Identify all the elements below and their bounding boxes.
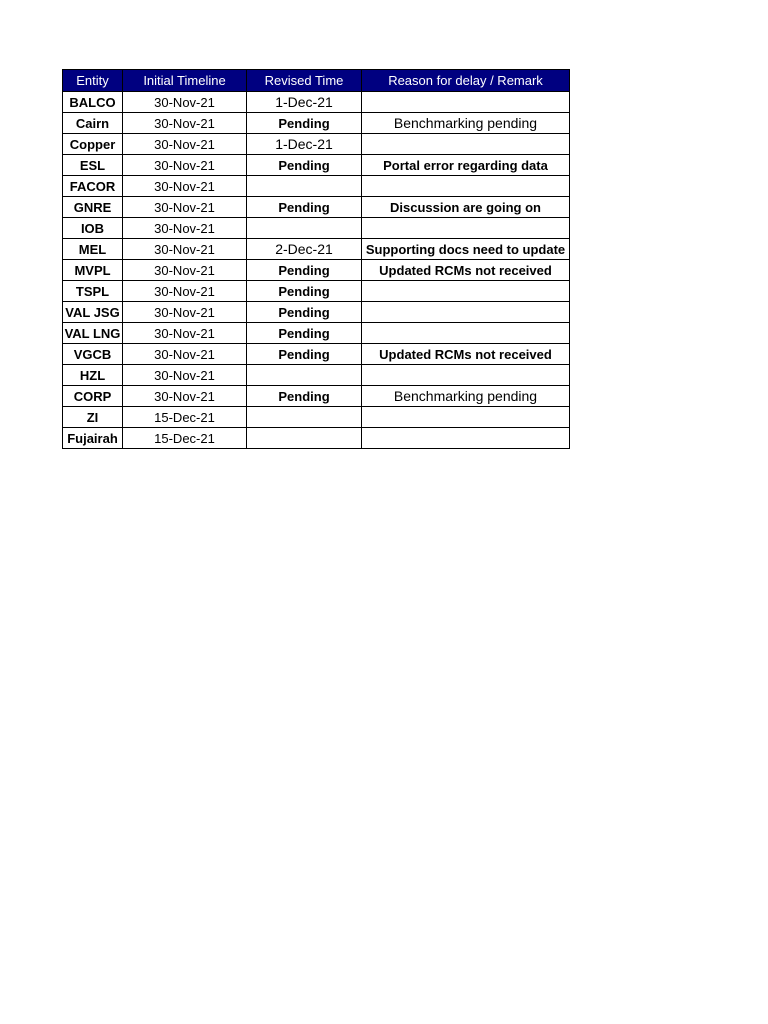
cell-remark bbox=[362, 176, 570, 197]
cell-remark: Supporting docs need to update bbox=[362, 239, 570, 260]
cell-entity: ESL bbox=[63, 155, 123, 176]
cell-remark bbox=[362, 281, 570, 302]
cell-initial-timeline: 30-Nov-21 bbox=[123, 113, 247, 134]
cell-initial-timeline: 30-Nov-21 bbox=[123, 323, 247, 344]
cell-remark bbox=[362, 302, 570, 323]
cell-entity: Fujairah bbox=[63, 428, 123, 449]
cell-entity: VGCB bbox=[63, 344, 123, 365]
cell-entity: VAL JSG bbox=[63, 302, 123, 323]
cell-entity: HZL bbox=[63, 365, 123, 386]
cell-revised-time: Pending bbox=[247, 281, 362, 302]
table-row bbox=[63, 260, 570, 281]
header-row bbox=[63, 70, 570, 92]
cell-initial-timeline: 30-Nov-21 bbox=[123, 260, 247, 281]
cell-initial-timeline: 15-Dec-21 bbox=[123, 407, 247, 428]
cell-revised-time: Pending bbox=[247, 260, 362, 281]
cell-entity: IOB bbox=[63, 218, 123, 239]
cell-remark: Discussion are going on bbox=[362, 197, 570, 218]
table-row bbox=[63, 407, 570, 428]
cell-initial-timeline: 30-Nov-21 bbox=[123, 218, 247, 239]
cell-entity: BALCO bbox=[63, 92, 123, 113]
cell-initial-timeline: 30-Nov-21 bbox=[123, 197, 247, 218]
cell-initial-timeline: 30-Nov-21 bbox=[123, 239, 247, 260]
cell-initial-timeline: 30-Nov-21 bbox=[123, 302, 247, 323]
table-row bbox=[63, 92, 570, 113]
table-row bbox=[63, 155, 570, 176]
table-row bbox=[63, 176, 570, 197]
cell-entity: FACOR bbox=[63, 176, 123, 197]
cell-entity: ZI bbox=[63, 407, 123, 428]
cell-remark bbox=[362, 218, 570, 239]
cell-remark bbox=[362, 365, 570, 386]
cell-remark: Benchmarking pending bbox=[362, 386, 570, 407]
header-initial-timeline: Initial Timeline bbox=[123, 70, 247, 92]
cell-remark: Updated RCMs not received bbox=[362, 260, 570, 281]
header-remark: Reason for delay / Remark bbox=[362, 70, 570, 92]
table-row bbox=[63, 113, 570, 134]
table-row bbox=[63, 239, 570, 260]
cell-revised-time: Pending bbox=[247, 386, 362, 407]
cell-remark: Portal error regarding data bbox=[362, 155, 570, 176]
cell-entity: TSPL bbox=[63, 281, 123, 302]
cell-entity: Cairn bbox=[63, 113, 123, 134]
cell-revised-time: 2-Dec-21 bbox=[247, 239, 362, 260]
cell-revised-time bbox=[247, 428, 362, 449]
cell-entity: GNRE bbox=[63, 197, 123, 218]
cell-remark bbox=[362, 92, 570, 113]
cell-revised-time bbox=[247, 365, 362, 386]
table-header bbox=[63, 70, 570, 92]
cell-revised-time bbox=[247, 407, 362, 428]
cell-revised-time bbox=[247, 176, 362, 197]
table-body bbox=[63, 92, 570, 449]
table-row bbox=[63, 302, 570, 323]
cell-revised-time: Pending bbox=[247, 323, 362, 344]
table-row bbox=[63, 428, 570, 449]
cell-initial-timeline: 15-Dec-21 bbox=[123, 428, 247, 449]
table-row bbox=[63, 323, 570, 344]
cell-entity: MEL bbox=[63, 239, 123, 260]
cell-initial-timeline: 30-Nov-21 bbox=[123, 134, 247, 155]
cell-initial-timeline: 30-Nov-21 bbox=[123, 155, 247, 176]
cell-revised-time: Pending bbox=[247, 344, 362, 365]
cell-initial-timeline: 30-Nov-21 bbox=[123, 386, 247, 407]
cell-remark bbox=[362, 323, 570, 344]
cell-initial-timeline: 30-Nov-21 bbox=[123, 92, 247, 113]
timeline-table bbox=[62, 69, 570, 449]
table-row bbox=[63, 344, 570, 365]
cell-entity: VAL LNG bbox=[63, 323, 123, 344]
cell-revised-time: 1-Dec-21 bbox=[247, 92, 362, 113]
table-row bbox=[63, 134, 570, 155]
cell-revised-time: Pending bbox=[247, 155, 362, 176]
cell-initial-timeline: 30-Nov-21 bbox=[123, 365, 247, 386]
cell-remark: Benchmarking pending bbox=[362, 113, 570, 134]
table-row bbox=[63, 218, 570, 239]
cell-remark bbox=[362, 428, 570, 449]
header-entity: Entity bbox=[63, 70, 123, 92]
cell-revised-time: 1-Dec-21 bbox=[247, 134, 362, 155]
cell-initial-timeline: 30-Nov-21 bbox=[123, 344, 247, 365]
cell-remark bbox=[362, 407, 570, 428]
cell-initial-timeline: 30-Nov-21 bbox=[123, 281, 247, 302]
table-row bbox=[63, 197, 570, 218]
cell-entity: CORP bbox=[63, 386, 123, 407]
table-row bbox=[63, 281, 570, 302]
cell-entity: Copper bbox=[63, 134, 123, 155]
cell-revised-time bbox=[247, 218, 362, 239]
table-row bbox=[63, 386, 570, 407]
cell-remark: Updated RCMs not received bbox=[362, 344, 570, 365]
cell-remark bbox=[362, 134, 570, 155]
cell-revised-time: Pending bbox=[247, 113, 362, 134]
table-row bbox=[63, 365, 570, 386]
cell-revised-time: Pending bbox=[247, 302, 362, 323]
cell-initial-timeline: 30-Nov-21 bbox=[123, 176, 247, 197]
cell-entity: MVPL bbox=[63, 260, 123, 281]
cell-revised-time: Pending bbox=[247, 197, 362, 218]
header-revised-time: Revised Time bbox=[247, 70, 362, 92]
